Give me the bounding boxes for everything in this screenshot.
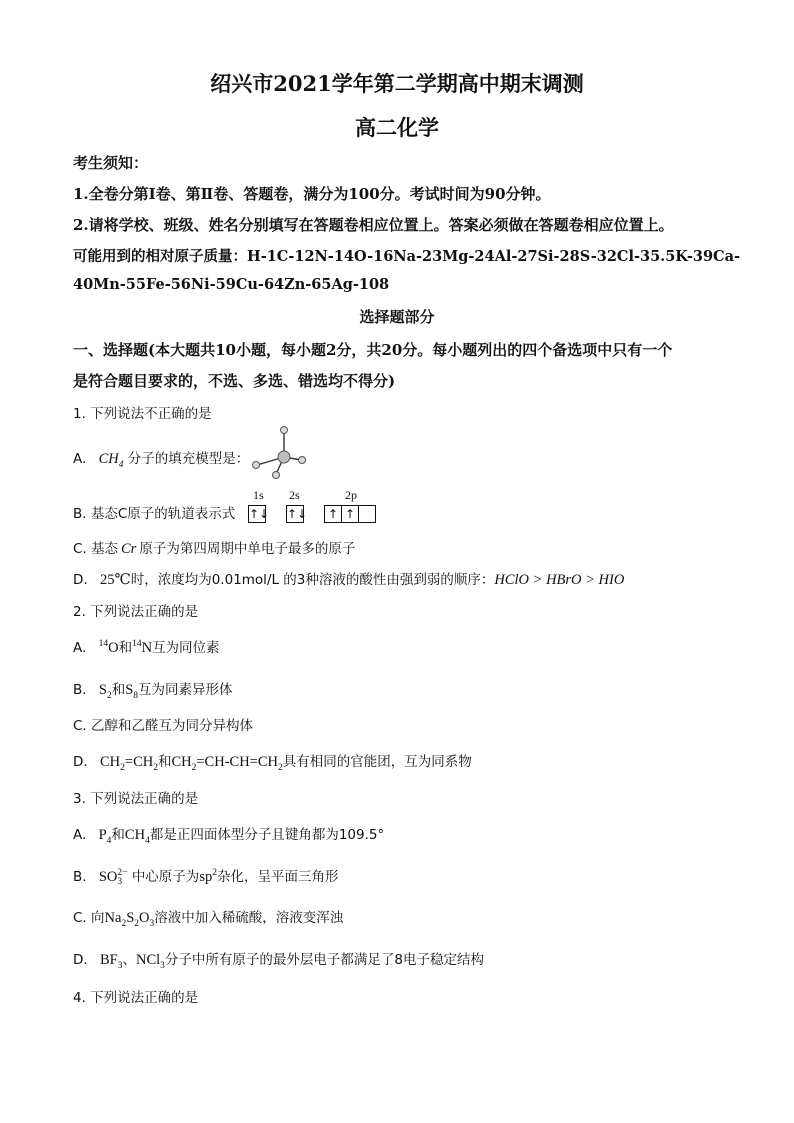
option-label: A. — [73, 827, 87, 843]
formula-butadiene: $CH_2=CH-CH=CH_2$ — [171, 754, 283, 773]
acidity-order: HClO > HBrO > HIO — [494, 572, 625, 588]
question-1-stem: 1. 下列说法不正确的是 — [73, 406, 212, 422]
formula-sulfite: SO2− 3 — [98, 867, 128, 887]
formula-ch4: $CH_4$ — [98, 451, 124, 470]
option-text: 分子的填充模型是： — [127, 451, 250, 467]
notes-line-2: 2.请将学校、班级、姓名分别填写在答题卷相应位置上。答案必须做在答题卷相应位置上。 — [73, 216, 674, 234]
formula-s8: $S_8$ — [125, 682, 139, 701]
option-label: B. — [73, 682, 87, 698]
q2-option-b: B. $S_2$和$S_8$互为同素异形体 — [73, 682, 233, 701]
formula-thiosulfate: $Na_2S_2O_3$ — [104, 910, 155, 929]
element-cr: Cr — [121, 541, 137, 557]
hybridization: $sp^2$ — [199, 868, 217, 885]
atomic-masses-line-1: 可能用到的相对原子质量：H-1C-12N-14O-16Na-23Mg-24Al-27Si-28S-32Cl-35.5K-39Ca- — [73, 248, 740, 265]
isotope-o14: $^{14}$O — [98, 639, 119, 656]
formula-ethene: $CH_2=CH_2$ — [99, 754, 158, 773]
formula-ch4: $CH_4$ — [124, 827, 150, 846]
q3-option-d: D. $BF_3$、NCl$_3$分子中所有原子的最外层电子都满足了8电子稳定结构 — [73, 952, 484, 971]
q3-option-b — [73, 865, 338, 887]
option-text: 分子中所有原子的最外层电子都满足了8电子稳定结构 — [164, 952, 484, 968]
orbital-box: ↑ — [341, 505, 359, 523]
option-text: 互为同素异形体 — [138, 682, 233, 698]
option-text: 具有相同的官能团，互为同系物 — [282, 754, 472, 770]
notes-line-1: 1.全卷分第Ⅰ卷、第Ⅱ卷、答题卷，满分为100分。考试时间为90分钟。 — [73, 185, 551, 203]
section-instructions-2: 是符合题目要求的，不选、多选、错选均不得分) — [73, 372, 396, 390]
option-text: 原子为第四周期中单电子最多的原子 — [139, 541, 356, 557]
option-text: 互为同位素 — [152, 640, 220, 656]
orbital-box: ↑↓ — [249, 507, 270, 521]
option-text: 中心原子为 — [131, 869, 200, 885]
question-3-stem: 3. 下列说法正确的是 — [73, 791, 199, 807]
page-title: 绍兴市2021学年第二学期高中期末调测 — [210, 71, 584, 96]
formula-p4: $P_4$ — [98, 827, 112, 846]
q2-option-d: D. $CH_2=CH_2$和$CH_2=CH-CH=CH_2$具有相同的官能团，互为同系物 — [73, 754, 472, 773]
question-2-stem: 2. 下列说法正确的是 — [73, 604, 199, 620]
q2-option-c: C. 乙醇和乙醛互为同分异构体 — [73, 718, 254, 734]
notes-heading: 考生须知： — [73, 154, 149, 172]
atomic-masses-line-2: 40Mn-55Fe-56Ni-59Cu-64Zn-65Ag-108 — [73, 276, 390, 293]
q2-option-a: A. $^{14}$O和$^{14}$N互为同位素 — [73, 639, 220, 656]
option-text: C. 向 — [73, 910, 105, 926]
q1-option-b: B. 基态C原子的轨道表示式 — [73, 506, 236, 522]
temperature: 25℃ — [99, 572, 131, 588]
option-text: 都是正四面体型分子且键角都为109.5° — [149, 827, 385, 843]
option-text: 时，浓度均为0.01mol/L 的3种溶液的酸性由强到弱的顺序： — [130, 572, 495, 588]
orbital-box — [358, 505, 376, 523]
orbital-box-2s — [287, 505, 308, 523]
formula-ncl3: NCl$_3$ — [135, 952, 165, 971]
ch4-molecule-model-icon — [248, 424, 312, 480]
formula-s2: $S_2$ — [98, 682, 112, 701]
orbital-label-1s: 1s — [253, 488, 264, 502]
option-text: 杂化，呈平面三角形 — [216, 869, 339, 885]
orbital-box-1s — [249, 505, 270, 523]
option-text: 溶液中加入稀硫酸，溶液变浑浊 — [154, 910, 344, 926]
section-instructions-1: 一、选择题(本大题共10小题，每小题2分，共20分。每小题列出的四个备选项中只有一个 — [73, 341, 673, 359]
question-4-stem: 4. 下列说法正确的是 — [73, 990, 199, 1006]
option-label: B. — [73, 869, 87, 885]
orbital-box: ↑↓ — [287, 507, 308, 521]
option-label: D. — [73, 952, 88, 968]
q1-option-a — [73, 447, 249, 468]
section-title: 选择题部分 — [359, 308, 435, 326]
orbital-label-2s: 2s — [289, 488, 300, 502]
option-label: A. — [73, 451, 87, 467]
option-text: C. 基态 — [73, 541, 119, 557]
orbital-label-2p: 2p — [345, 488, 357, 502]
page-subtitle: 高二化学 — [355, 115, 439, 140]
q1-option-c — [73, 537, 355, 558]
formula-bf3: $BF_3$ — [99, 952, 123, 971]
option-label: A. — [73, 640, 87, 656]
q3-option-c — [73, 906, 343, 927]
orbital-boxes-2p — [325, 505, 376, 523]
orbital-box: ↑ — [324, 505, 342, 523]
q3-option-a: A. $P_4$和$CH_4$都是正四面体型分子且键角都为109.5° — [73, 827, 385, 846]
option-label: D. — [73, 754, 88, 770]
q1-option-d — [73, 568, 624, 589]
option-label: D. — [73, 572, 88, 588]
isotope-n14: $^{14}$N — [132, 639, 153, 656]
